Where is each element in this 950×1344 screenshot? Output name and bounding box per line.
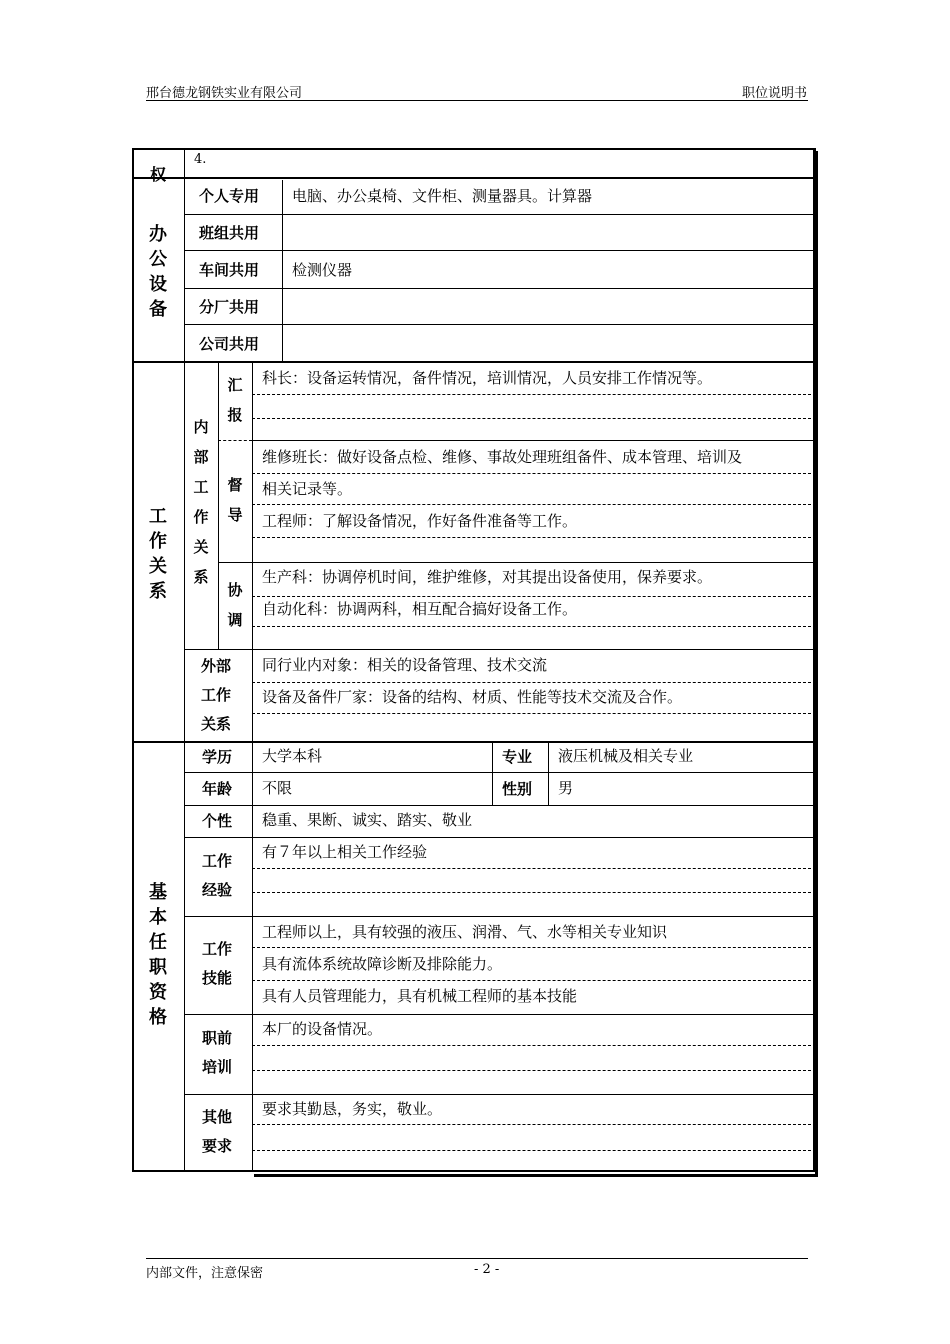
row-divider [132,741,816,743]
office-label-company: 公司共用 [199,335,260,353]
dashed-line [252,1070,816,1071]
row-divider [252,440,816,441]
row-divider [184,772,816,773]
experience-value: 有７年以上相关工作经验 [262,843,428,861]
coordinate-label: 协调 [227,581,243,629]
row-divider [184,214,816,215]
table-shadow-bottom [254,1174,818,1177]
dashed-line [252,868,816,869]
dashed-line [252,1045,816,1046]
education-value: 大学本科 [262,747,323,765]
internal-column-divider [218,362,219,649]
skills-line-3: 具有人员管理能力，具有机械工程师的基本技能 [262,987,578,1005]
office-label-personal: 个人专用 [199,187,260,205]
major-label: 专业 [502,748,533,766]
education-label: 学历 [202,748,233,766]
supervise-label: 督导 [227,476,243,524]
report-line-1: 科长：设备运转情况，备件情况，培训情况，人员安排工作情况等。 [262,369,713,387]
age-value: 不限 [262,779,293,797]
supervise-line-3: 工程师：了解设备情况，作好备件准备等工作。 [262,512,578,530]
row-divider [132,361,816,363]
pre-training-label-1: 职前 [202,1029,233,1047]
dashed-line [252,418,816,419]
row-divider [184,837,816,838]
dashed-line [252,537,816,538]
report-supervise-divider [218,440,252,441]
supervise-line-1: 维修班长：做好设备点检、维修、事故处理班组备件、成本管理、培训及 [262,448,743,466]
coordinate-line-1: 生产科：协调停机时间，维护维修，对其提出设备使用，保养要求。 [262,568,713,586]
row-divider [184,1094,816,1095]
office-column-divider [282,180,283,362]
dashed-line [252,980,816,981]
dashed-line [252,596,816,597]
other-value: 要求其勤恳，务实，敬业。 [262,1100,443,1118]
document-title: 职位说明书 [741,86,807,101]
dashed-line [252,504,816,505]
report-label: 汇报 [227,376,243,424]
confidential-notice: 内部文件，注意保密 [146,1266,264,1281]
external-label-1: 外部 [201,657,232,675]
column-divider [184,148,185,1172]
authority-label: 权 [150,165,167,184]
dashed-line [252,947,816,948]
row-divider [184,288,816,289]
internal-relations-label: 内部工作关系 [193,418,209,586]
header-rule [146,100,808,101]
row-divider [184,916,816,917]
dashed-line [252,682,816,683]
external-label-2: 工作 [201,686,232,704]
other-label-2: 要求 [202,1137,233,1155]
personality-label: 个性 [202,812,233,830]
row-divider [184,324,816,325]
external-line-1: 同行业内对象：相关的设备管理、技术交流 [262,656,548,674]
experience-label-1: 工作 [202,852,233,870]
relations-section-title: 工作关系 [149,506,167,602]
dashed-line [252,892,816,893]
office-label-team: 班组共用 [199,224,260,242]
age-label: 年龄 [202,780,233,798]
office-value-personal: 电脑、办公桌椅、文件柜、测量器具。计算器 [292,187,593,205]
skills-line-1: 工程师以上，具有较强的液压、润滑、气、水等相关专业知识 [262,923,668,941]
dashed-line [252,394,816,395]
supervise-line-2: 相关记录等。 [262,480,353,498]
row-divider [218,562,816,563]
row-divider [184,1014,816,1015]
skills-line-2: 具有流体系统故障诊断及排除能力。 [262,955,503,973]
dashed-line [252,1150,816,1151]
office-label-branch: 分厂共用 [199,298,260,316]
major-value: 液压机械及相关专业 [558,747,694,765]
footer-rule [146,1258,808,1259]
skills-label-2: 技能 [202,969,233,987]
row-divider [132,177,816,179]
experience-label-2: 经验 [202,881,233,899]
coordinate-line-2: 自动化科：协调两科，相互配合搞好设备工作。 [262,600,578,618]
page-number: - 2 - [474,1262,500,1277]
dashed-line [252,626,816,627]
row-divider [184,250,816,251]
external-line-2: 设备及备件厂家：设备的结构、材质、性能等技术交流及合作。 [262,688,683,706]
other-label-1: 其他 [202,1108,233,1126]
pre-training-label-2: 培训 [202,1058,233,1076]
row-divider [184,805,816,806]
office-section-title: 办公设备 [149,224,167,320]
qualifications-section-title: 基本任职资格 [149,882,167,1028]
office-value-workshop: 检测仪器 [292,261,353,279]
company-name: 邢台德龙钢铁实业有限公司 [146,86,303,101]
external-label-3: 关系 [201,715,232,733]
table-shadow-right [815,151,818,1177]
qual-mid-divider-2 [548,741,549,805]
row-divider [184,649,816,650]
gender-label: 性别 [502,780,533,798]
skills-label-1: 工作 [202,940,233,958]
office-label-workshop: 车间共用 [199,261,260,279]
content-column-divider [252,362,253,1172]
dashed-line [252,713,816,714]
personality-value: 稳重、果断、诚实、踏实、敬业 [262,811,473,829]
dashed-line [252,1124,816,1125]
dashed-line [252,473,816,474]
authority-item: 4. [194,152,207,167]
pre-training-value: 本厂的设备情况。 [262,1020,383,1038]
qual-mid-divider [492,741,493,805]
gender-value: 男 [558,779,574,797]
